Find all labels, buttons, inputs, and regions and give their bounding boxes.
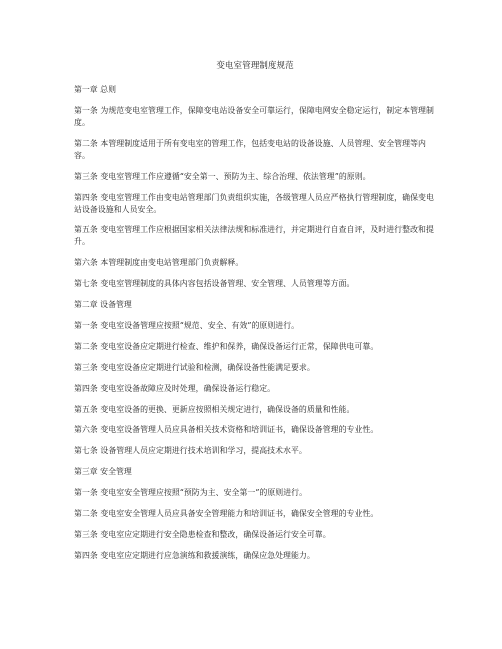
chapter-2-article-5: 第五条 变电室设备的更换、更新应按照相关规定进行，确保设备的质量和性能。 bbox=[74, 404, 355, 414]
chapter-3-heading: 第三章 安全管理 bbox=[74, 467, 132, 477]
chapter-3-article-1: 第一条 变电室安全管理应按照“预防为主、安全第一”的原则进行。 bbox=[74, 488, 308, 498]
chapter-1-article-6: 第六条 本管理制度由变电站管理部门负责解释。 bbox=[74, 258, 244, 268]
chapter-1-heading: 第一章 总则 bbox=[74, 85, 116, 94]
chapter-2-article-7: 第七条 设备管理人员应定期进行技术培训和学习，提高技术水平。 bbox=[74, 446, 307, 456]
chapter-1-article-1: 第一条 为规范变电室管理工作，保障变电站设备安全可靠运行，保障电网安全稳定运行，制定本管理制度。 bbox=[74, 105, 434, 127]
chapter-2-article-4: 第四条 变电室设备故障应及时处理，确保设备运行稳定。 bbox=[74, 383, 276, 393]
chapter-2-heading: 第二章 设备管理 bbox=[74, 300, 132, 310]
chapter-2-article-6: 第六条 变电室设备管理人员应具备相关技术资格和培训证书，确保设备管理的专业性。 bbox=[74, 425, 379, 435]
chapter-3-article-4: 第四条 变电室应定期进行应急演练和救援演练，确保应急处理能力。 bbox=[74, 550, 315, 560]
chapter-1-article-3: 第三条 变电室管理工作应遵循“安全第一、预防为主、综合治理、依法管理”的原则。 bbox=[74, 171, 371, 181]
chapter-2-article-1: 第一条 变电室设备管理应按照“规范、安全、有效”的原则进行。 bbox=[74, 321, 300, 331]
document-title: 变电室管理制度规范 bbox=[216, 61, 294, 71]
chapter-2-article-3: 第三条 变电室设备应定期进行试验和检测，确保设备性能满足要求。 bbox=[74, 362, 315, 372]
chapter-1-article-2: 第二条 本管理制度适用于所有变电室的管理工作，包括变电站的设备设施、人员管理、安全管理等内容。 bbox=[74, 138, 426, 160]
chapter-1-article-7: 第七条 变电室管理制度的具体内容包括设备管理、安全管理、人员管理等方面。 bbox=[74, 279, 355, 289]
chapter-2-article-2: 第二条 变电室设备应定期进行检查、维护和保养，确保设备运行正常，保障供电可靠。 bbox=[74, 341, 379, 351]
chapter-3-article-3: 第三条 变电室应定期进行安全隐患检查和整改，确保设备运行安全可靠。 bbox=[74, 529, 331, 539]
chapter-3-article-2: 第二条 变电室安全管理人员应具备安全管理能力和培训证书，确保安全管理的专业性。 bbox=[74, 509, 379, 519]
chapter-1-article-5: 第五条 变电室管理工作应根据国家相关法律法规和标准进行，并定期进行自查自评，及时进行整改和提升。 bbox=[74, 225, 434, 247]
chapter-1-article-4: 第四条 变电室管理工作由变电站管理部门负责组织实施，各级管理人员应严格执行管理制度，确保变电站设备设施和人员安全。 bbox=[74, 192, 434, 214]
